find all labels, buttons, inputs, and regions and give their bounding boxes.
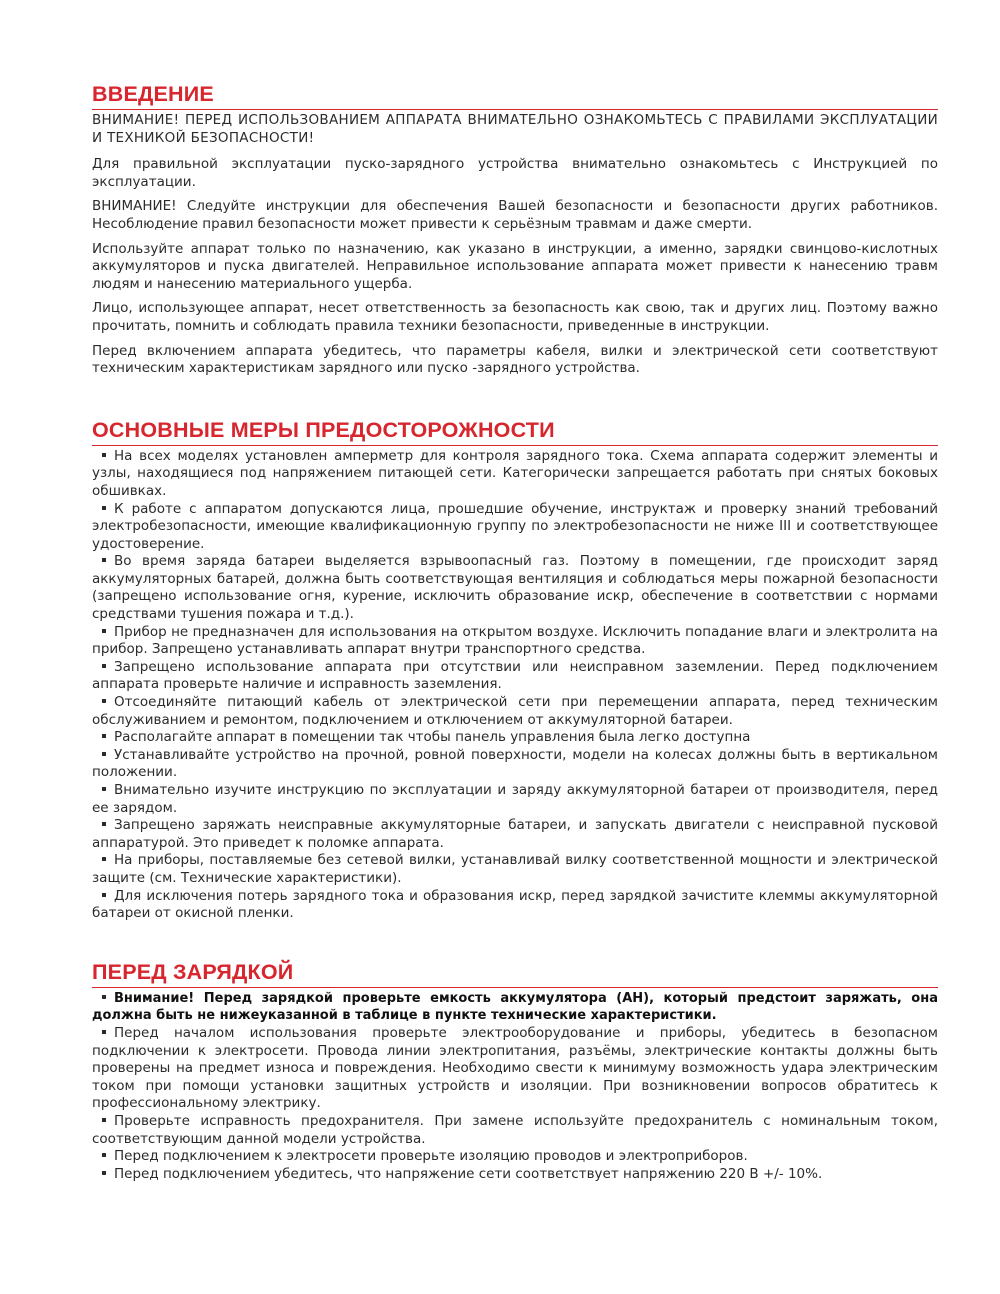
bullet-icon (102, 822, 106, 826)
list-item-text: Запрещено использование аппарата при отсутствии или неисправном заземлении. Перед подключением аппарата проверьте наличие и исправность заземления. (92, 658, 938, 693)
bullet-icon (102, 857, 106, 861)
list-item-text: Во время заряда батареи выделяется взрывоопасный газ. Поэтому в помещении, где происходит заряд аккумуляторных батарей, должна быть соответствующая вентиляция и соблюдаться меры пожарной безопасности (запрещено использование огня, курение, исключить образование искр, обеспечение в соответствии с нормами средствами тушения пожара и т.д.). (92, 553, 938, 623)
bullet-icon (102, 734, 106, 738)
list-item (92, 659, 938, 694)
list-item (92, 1113, 938, 1148)
list-item (92, 782, 938, 817)
list-item-text: Перед подключением к электросети проверьте изоляцию проводов и электроприборов. (114, 1148, 748, 1165)
list-item (92, 1148, 938, 1166)
bullet-icon (102, 558, 106, 562)
list-item (92, 888, 938, 923)
bullet-icon (102, 453, 106, 457)
list-item (92, 553, 938, 623)
bullet-icon (102, 1118, 106, 1122)
list-item-text: Отсоединяйте питающий кабель от электрической сети при перемещении аппарата, перед техническим обслуживанием и ремонтом, подключением и отключением от аккумуляторной батареи. (92, 694, 938, 728)
list-item (92, 1025, 938, 1113)
intro-paragraph: Для правильной эксплуатации пуско-зарядного устройства внимательно ознакомьтесь с Инструкцией по эксплуатации. (92, 156, 938, 190)
warning-list-item (92, 990, 938, 1025)
list-item-text: Внимательно изучите инструкцию по эксплуатации и заряду аккумуляторной батареи от производителя, перед ее зарядом. (92, 782, 938, 816)
list-item (92, 729, 938, 747)
list-item-text: Перед подключением убедитесь, что напряжение сети соответствует напряжению 220 В +/- 10%. (114, 1165, 823, 1182)
before-charging-section (92, 960, 938, 1184)
intro-warning: ВНИМАНИЕ! ПЕРЕД ИСПОЛЬЗОВАНИЕМ АППАРАТА ВНИМАТЕЛЬНО ОЗНАКОМЬТЕСЬ С ПРАВИЛАМИ ЭКСПЛУАТАЦИИ И ТЕХНИКОЙ БЕЗОПАСНОСТИ! (92, 112, 938, 146)
bullet-icon (102, 1030, 106, 1034)
list-item-text: Устанавливайте устройство на прочной, ровной поверхности, модели на колесах должны быть в вертикальном положении. (92, 746, 938, 781)
bullet-icon (102, 664, 106, 668)
before-charging-list (92, 990, 938, 1184)
bullet-icon (102, 1171, 106, 1175)
bullet-icon (102, 787, 106, 791)
intro-heading: ВВЕДЕНИЕ (92, 82, 938, 110)
list-item-text: На приборы, поставляемые без сетевой вилки, устанавливай вилку соответственной мощности и электрической защите (см. Технические характеристики). (92, 852, 938, 886)
intro-paragraph: Лицо, использующее аппарат, несет ответственность за безопасность как свою, так и других лиц. Поэтому важно прочитать, помнить и соблюдать правила техники безопасности, приведенные в инструкции. (92, 300, 938, 334)
intro-paragraph: Перед включением аппарата убедитесь, что параметры кабеля, вилки и электрической сети соответствуют техническим характеристикам зарядного или пуско -зарядного устройства. (92, 342, 938, 377)
list-item-text: Проверьте исправность предохранителя. При замене используйте предохранитель с номинальным током, соответствующим данной модели устройства. (92, 1112, 938, 1147)
list-item (92, 852, 938, 887)
list-item-text: Внимание! Перед зарядкой проверьте емкость аккумулятора (АН), который предстоит заряжать, она должна быть не нижеуказанной в таблице в пункте технические характеристики. (92, 990, 938, 1024)
bullet-icon (102, 506, 106, 510)
precautions-list (92, 448, 938, 923)
bullet-icon (102, 752, 106, 756)
list-item-text: Прибор не предназначен для использования на открытом воздухе. Исключить попадание влаги и электролита на прибор. Запрещено устанавливать аппарат внутри транспортного средства. (92, 623, 938, 658)
list-item (92, 817, 938, 852)
precautions-heading: ОСНОВНЫЕ МЕРЫ ПРЕДОСТОРОЖНОСТИ (92, 418, 938, 446)
list-item (92, 501, 938, 554)
list-item (92, 624, 938, 659)
bullet-icon (102, 699, 106, 703)
bullet-icon (102, 1153, 106, 1157)
precautions-section (92, 418, 938, 923)
intro-paragraph: ВНИМАНИЕ! Следуйте инструкции для обеспечения Вашей безопасности и безопасности других работников. Несоблюдение правил безопасности может привести к серьёзным травмам и даже смерти. (92, 198, 938, 232)
bullet-icon (102, 995, 106, 999)
list-item-text: К работе с аппаратом допускаются лица, прошедшие обучение, инструктаж и проверку знаний требований электробезопасности, имеющие квалификационную группу по электробезопасности не ниже III и соответствующее удостоверение. (92, 500, 938, 552)
list-item-text: Перед началом использования проверьте электрооборудование и приборы, убедитесь в безопасном подключении к электросети. Провода линии электропитания, разъёмы, электрические контакты должны быть проверены на предмет износа и повреждения. Необходимо свести к минимуму возможность удара электрическим током при помощи установки защитных устройств и изоляции. При возникновении вопросов обратитесь к профессиональному электрику. (92, 1024, 938, 1112)
list-item-text: Располагайте аппарат в помещении так чтобы панель управления была легко доступна (114, 729, 751, 746)
list-item (92, 747, 938, 782)
list-item-text: Для исключения потерь зарядного тока и образования искр, перед зарядкой зачистите клеммы аккумуляторной батареи от окисной пленки. (92, 887, 938, 922)
bullet-icon (102, 629, 106, 633)
list-item-text: На всех моделях установлен амперметр для контроля зарядного тока. Схема аппарата содержит элементы и узлы, находящиеся под напряжением питающей сети. Категорически запрещается работать при снятых боковых обшивках. (92, 447, 938, 499)
list-item (92, 694, 938, 729)
bullet-icon (102, 893, 106, 897)
document-page (92, 82, 938, 1183)
intro-section (92, 82, 938, 378)
list-item-text: Запрещено заряжать неисправные аккумуляторные батареи, и запускать двигатели с неисправной пусковой аппаратурой. Это приведет к поломке аппарата. (92, 817, 938, 851)
before-charging-heading: ПЕРЕД ЗАРЯДКОЙ (92, 960, 938, 988)
list-item (92, 448, 938, 501)
list-item (92, 1166, 938, 1184)
intro-paragraph: Используйте аппарат только по назначению, как указано в инструкции, а именно, зарядки свинцово-кислотных аккумуляторов и пуска двигателей. Неправильное использование аппарата может привести к нанесению травм людям и нанесению материального ущерба. (92, 240, 938, 292)
